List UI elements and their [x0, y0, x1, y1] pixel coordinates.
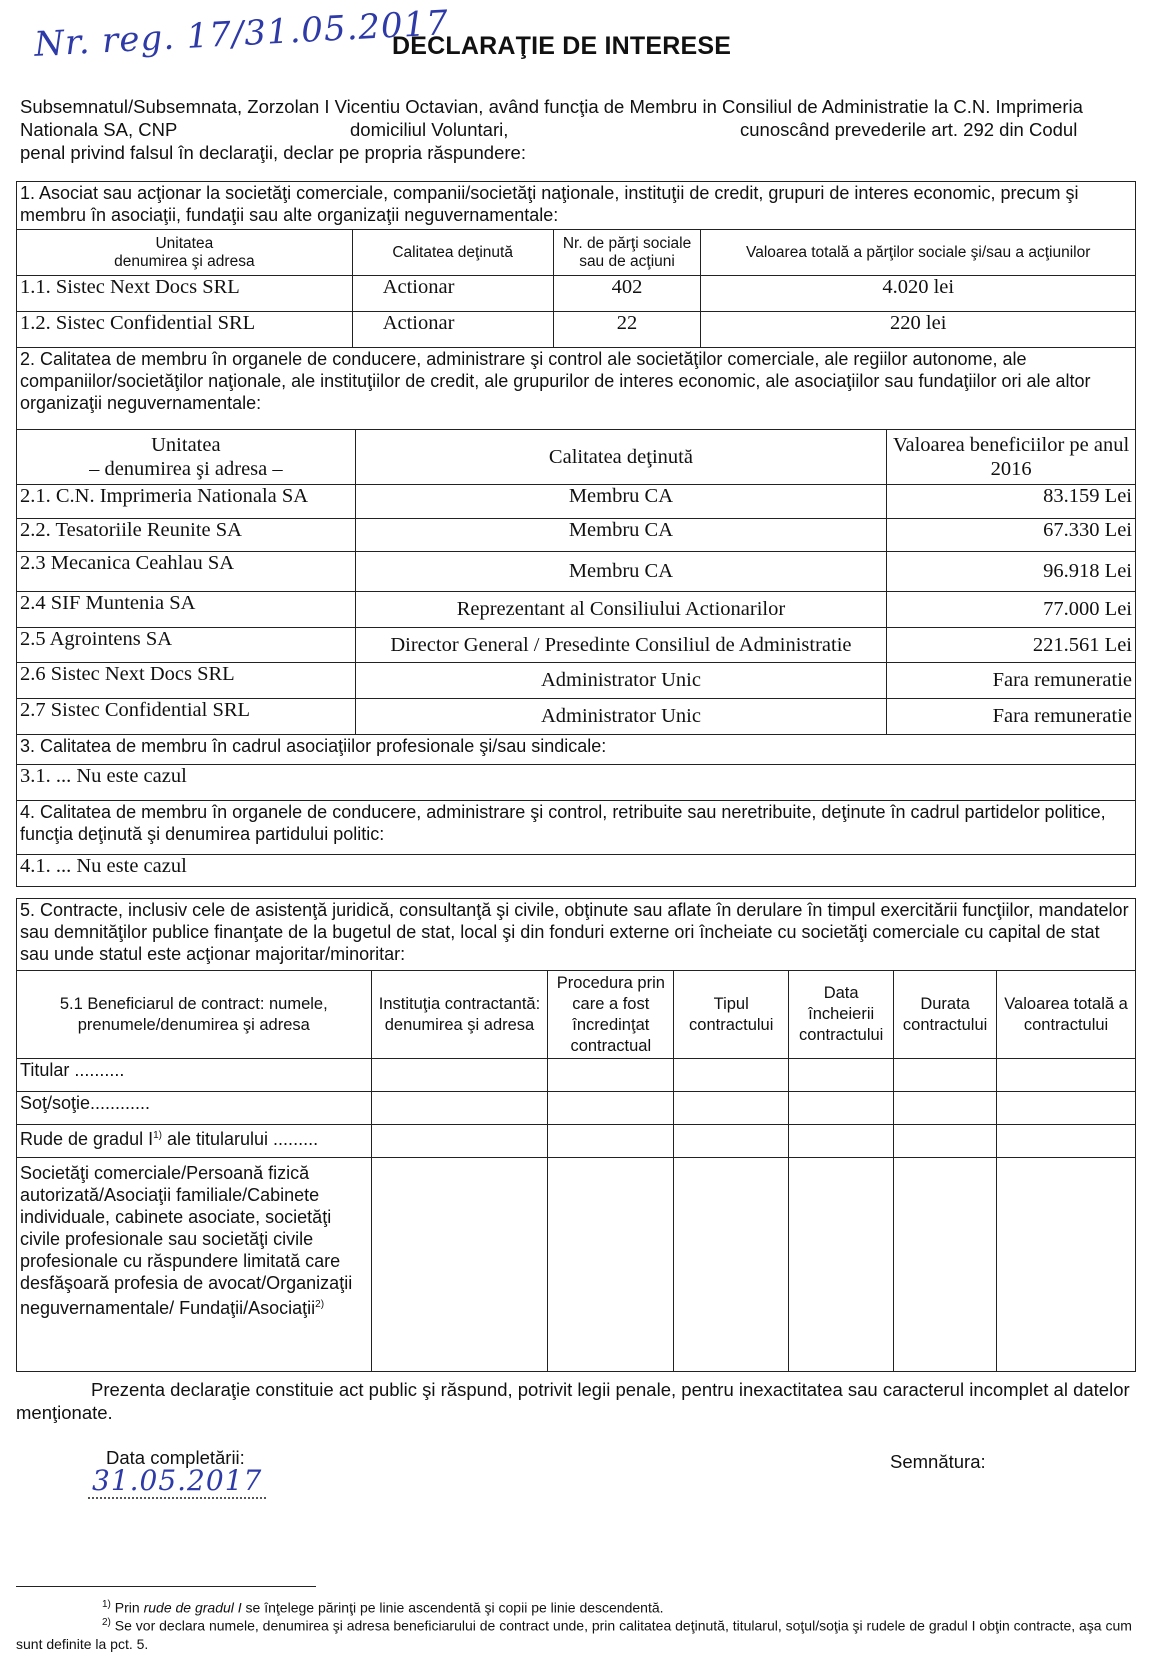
- s5-row-relatives-label: Rude de gradul I: [20, 1129, 154, 1149]
- s2-row2-value: 67.330 Lei: [887, 519, 1136, 552]
- s5-row-spouse: Soţ/soţie............: [17, 1092, 372, 1125]
- s2-row7-unit: 2.7 Sistec Confidential SRL: [17, 699, 356, 735]
- s5-row-relatives: [17, 1125, 372, 1158]
- s2-row1-unit: 2.1. C.N. Imprimeria Nationala SA: [17, 485, 356, 519]
- s2-row2-unit: 2.2. Tesatoriile Reunite SA: [17, 519, 356, 552]
- s5-col-procedure: Procedura prin care a fost încredinţat contractual: [548, 971, 674, 1059]
- s5-col-institution: Instituţia contractantă: denumirea şi adresa: [371, 971, 548, 1059]
- footnote-1-text-b: se înţelege părinţi pe linie ascendentă şi copii pe linie descendentă.: [241, 1599, 664, 1616]
- closing-statement: Prezenta declaraţie constituie act public şi răspund, potrivit legii penale, pentru inexactitatea sau caracterul incomplet al datelor menţionate.: [16, 1379, 1130, 1423]
- s1-row1-quality: Actionar: [352, 276, 553, 312]
- s1-col-value: Valoarea totală a părţilor sociale şi/sau a acţiunilor: [701, 230, 1136, 276]
- section-2-table: [16, 347, 1136, 735]
- section-1-heading: 1. Asociat sau acţionar la societăţi comerciale, companii/societăţi naţionale, instituţii de credit, grupuri de interes economic, precum şi membru în asociaţii, fundaţii sau alte organizaţii neguvernamentale:: [17, 182, 1136, 230]
- s2-row1-quality: Membru CA: [355, 485, 886, 519]
- s2-row4-value: 77.000 Lei: [887, 592, 1136, 628]
- footnote-1-text-a: Prin: [114, 1599, 144, 1616]
- s1-row2-value: 220 lei: [701, 312, 1136, 348]
- s2-row3-value: 96.918 Lei: [887, 552, 1136, 592]
- section-4-row: 4.1. ... Nu este cazul: [17, 855, 1136, 887]
- s5-row-companies: [17, 1158, 372, 1372]
- s2-col-quality: Calitatea deţinută: [355, 430, 886, 485]
- s2-row7-quality: Administrator Unic: [355, 699, 886, 735]
- intro-paragraph: [20, 95, 1140, 164]
- s1-col-quality: Calitatea deţinută: [352, 230, 553, 276]
- s5-col-value: Valoarea totală a contractului: [997, 971, 1136, 1059]
- signature-label: Semnătura:: [890, 1451, 986, 1472]
- intro-line-2-a: Nationala SA, CNP: [20, 119, 178, 140]
- table-row: [17, 663, 1136, 699]
- document-title: DECLARAŢIE DE INTERESE: [392, 32, 732, 60]
- s2-row4-unit: 2.4 SIF Muntenia SA: [17, 592, 356, 628]
- footnote-1-mark: 1): [102, 1599, 111, 1610]
- s2-row3-unit: 2.3 Mecanica Ceahlau SA: [17, 552, 356, 592]
- table-row: [17, 276, 1136, 312]
- table-row: [17, 1125, 1136, 1158]
- section-2-heading: 2. Calitatea de membru în organele de conducere, administrare şi control ale societăţilor comerciale, ale regiilor autonome, ale companiilor/societăţilor naţionale, ale instituţiilor de credit, ale grupurilor de interes economic, ale asociaţiilor sau fundaţiilor ori ale altor organizaţii neguvernamentale:: [17, 348, 1136, 430]
- section-1-table: [16, 181, 1136, 348]
- s2-row4-quality: Reprezentant al Consiliului Actionarilor: [355, 592, 886, 628]
- s1-row2-shares: 22: [553, 312, 701, 348]
- s2-row5-value: 221.561 Lei: [887, 628, 1136, 663]
- handwritten-registration-number: Nr. reg. 17/31.05.2017: [33, 3, 450, 65]
- table-row: [17, 312, 1136, 348]
- section-5-table: [16, 898, 1136, 1372]
- footnote-ref-1: 1): [153, 1130, 162, 1141]
- s2-row5-unit: 2.5 Agrointens SA: [17, 628, 356, 663]
- footnote-1-italic: rude de gradul I: [143, 1599, 242, 1616]
- s2-col-value: Valoarea beneficiilor pe anul 2016: [887, 430, 1136, 485]
- footnote-divider: [16, 1586, 316, 1587]
- s1-row2-unit: 1.2. Sistec Confidential SRL: [17, 312, 353, 348]
- table-row: [17, 1158, 1136, 1372]
- section-5-heading: 5. Contracte, inclusiv cele de asistenţă juridică, consultanţă şi civile, obţinute sau aflate în derulare în timpul exercitării funcţiilor, mandatelor sau demnităţilor publice finanţate de la bugetul de stat, local şi din fonduri externe ori încheiate cu societăţi comerciale cu capital de stat sau unde statul este acţionar majoritar/minoritar:: [17, 899, 1136, 971]
- table-row: [17, 1092, 1136, 1125]
- table-row: [17, 519, 1136, 552]
- s2-row2-quality: Membru CA: [355, 519, 886, 552]
- section-4-heading: 4. Calitatea de membru în organele de conducere, administrare şi control, retribuite sau neretribuite, deţinute în cadrul partidelor politice, funcţia deţinută şi denumirea partidului politic:: [17, 801, 1136, 855]
- footnote-2-text: Se vor declara numele, denumirea şi adresa beneficiarului de contract unde, prin calitatea deţinută, titularul, soţul/soţia şi rudele de gradul I obţin contracte, aşa cum sunt definite la pct. 5.: [16, 1617, 1132, 1652]
- s2-row6-value: Fara remuneratie: [887, 663, 1136, 699]
- s1-row1-value: 4.020 lei: [701, 276, 1136, 312]
- section-3-4-table: [16, 734, 1136, 887]
- s2-row7-value: Fara remuneratie: [887, 699, 1136, 735]
- s2-row6-quality: Administrator Unic: [355, 663, 886, 699]
- s1-col-unit: Unitatea denumirea şi adresa: [17, 230, 353, 276]
- section-3-row: 3.1. ... Nu este cazul: [17, 765, 1136, 801]
- s5-row-companies-label: Societăţi comerciale/Persoană fizică autorizată/Asociaţii familiale/Cabinete individuale, cabinete asociate, societăţi civile profesionale sau societăţi civile profesionale cu răspundere limitată care desfăşoară profesia de avocat/Organizaţii neguvernamentale/ Fundaţii/Asociaţii: [20, 1163, 353, 1318]
- s2-col-unit: Unitatea – denumirea şi adresa –: [17, 430, 356, 485]
- s1-row1-unit: 1.1. Sistec Next Docs SRL: [17, 276, 353, 312]
- s5-col-duration: Durata contractului: [894, 971, 997, 1059]
- table-row: [17, 485, 1136, 519]
- intro-line-2-c: cunoscând prevederile art. 292 din Codul: [740, 119, 1078, 140]
- footnote-ref-2: 2): [315, 1299, 325, 1310]
- intro-line-3: penal privind falsul în declaraţii, declar pe propria răspundere:: [20, 142, 526, 163]
- footnote-2: [16, 1614, 1136, 1653]
- s2-row3-quality: Membru CA: [355, 552, 886, 592]
- s1-row2-quality: Actionar: [352, 312, 553, 348]
- footnote-2-mark: 2): [102, 1617, 111, 1628]
- s5-col-type: Tipul contractului: [674, 971, 789, 1059]
- table-row: [17, 552, 1136, 592]
- table-row: [17, 699, 1136, 735]
- s2-row5-quality: Director General / Presedinte Consiliul de Administratie: [355, 628, 886, 663]
- s5-col-date: Data încheierii contractului: [789, 971, 894, 1059]
- intro-line-1: Subsemnatul/Subsemnata, Zorzolan I Vicentiu Octavian, având funcţia de Membru in Consiliul de Administratie la C.N. Imprimeria: [20, 96, 1083, 117]
- s1-row1-shares: 402: [553, 276, 701, 312]
- s5-col-beneficiary: 5.1 Beneficiarul de contract: numele, prenumele/denumirea şi adresa: [17, 971, 372, 1059]
- intro-line-2-b: domiciliul Voluntari,: [350, 119, 509, 140]
- date-label: Data completării:: [106, 1447, 245, 1468]
- s2-row6-unit: 2.6 Sistec Next Docs SRL: [17, 663, 356, 699]
- table-row: [17, 628, 1136, 663]
- section-3-heading: 3. Calitatea de membru în cadrul asociaţiilor profesionale şi/sau sindicale:: [17, 735, 1136, 765]
- s2-row1-value: 83.159 Lei: [887, 485, 1136, 519]
- s5-row-relatives-suffix: ale titularului .........: [162, 1129, 319, 1149]
- s5-row-titular: Titular ..........: [17, 1059, 372, 1092]
- s1-col-shares: Nr. de părţi sociale sau de acţiuni: [553, 230, 701, 276]
- table-row: [17, 592, 1136, 628]
- table-row: [17, 1059, 1136, 1092]
- intro-line-2: [20, 118, 1140, 141]
- handwritten-date: 31.05.2017: [88, 1464, 266, 1499]
